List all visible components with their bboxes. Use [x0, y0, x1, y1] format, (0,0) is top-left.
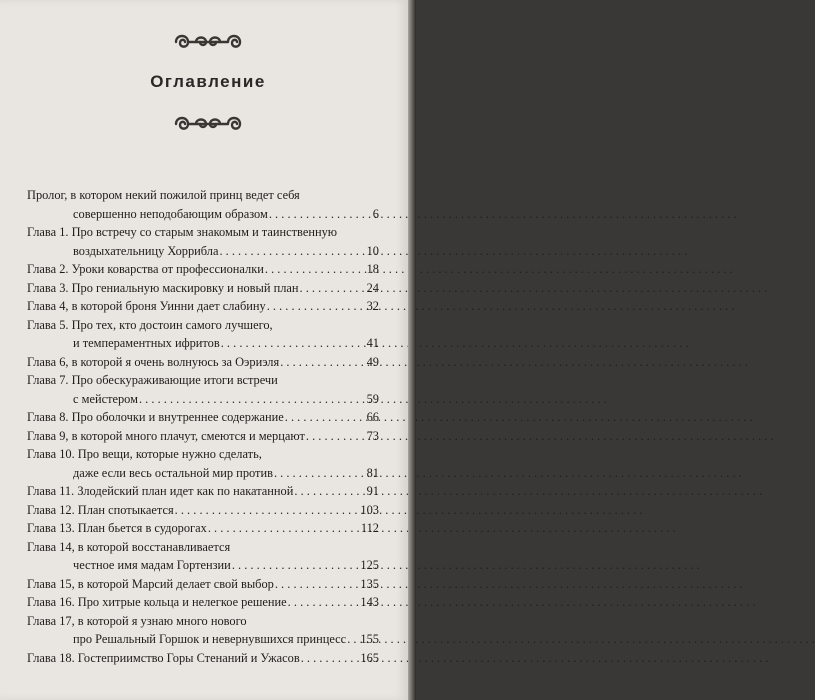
toc-leader-dots	[300, 279, 366, 298]
toc-entry[interactable]	[27, 260, 379, 279]
toc-entry-title: Глава 16. Про хитрые кольца и нелегкое решение	[27, 595, 287, 609]
toc-entry-title: Глава 6, в которой я очень волнуюсь за Оэриэля	[27, 354, 280, 369]
toc-entry-title: Глава 1. Про встречу со старым знакомым и таинственную	[27, 225, 338, 239]
toc-page-number: 32	[366, 299, 379, 313]
toc-leader-dots	[274, 464, 366, 483]
toc-page-number: 125	[360, 558, 379, 572]
toc-page-number: 143	[360, 595, 379, 609]
toc-page-number: 103	[360, 502, 379, 517]
toc-leader-dots	[221, 334, 366, 353]
toc-leader-dots	[275, 575, 360, 594]
toc-entry-title: Глава 10. Про вещи, которые нужно сделать,	[27, 447, 262, 461]
toc-page-number: 41	[366, 336, 379, 350]
toc-entry[interactable]	[27, 223, 379, 260]
toc-entry[interactable]	[27, 593, 379, 612]
toc-entry-title: Глава 4, в которой броня Уинни дает слабину	[27, 299, 266, 313]
toc-entry-title: воздыхательницу Хоррибла	[73, 243, 219, 258]
toc-page-number: 165	[360, 650, 379, 665]
toc-leader-dots	[301, 649, 360, 668]
ornament-swirl-top-icon	[170, 30, 246, 54]
toc-entry-title: Глава 14, в которой восстанавливается	[27, 539, 231, 554]
toc-entry[interactable]	[27, 538, 379, 575]
toc-entry[interactable]	[27, 186, 379, 223]
toc-leader-dots	[294, 482, 365, 501]
toc-page-number: 135	[360, 576, 379, 591]
toc-entry-title: с мейстером	[73, 391, 138, 406]
toc-heading: Оглавление	[150, 72, 266, 91]
toc-entry[interactable]	[27, 519, 379, 538]
toc-leader-dots	[306, 427, 366, 446]
table-of-contents	[27, 186, 379, 667]
toc-entry-title: Пролог, в котором некий пожилой принц ведет себя	[27, 188, 300, 202]
toc-entry[interactable]	[27, 408, 379, 427]
toc-entry-title: Глава 11. Злодейский план идет как по накатанной	[27, 484, 294, 498]
toc-page-number: 18	[366, 262, 379, 276]
toc-leader-dots	[139, 390, 366, 409]
toc-leader-dots	[285, 408, 366, 427]
toc-entry-title: Глава 5. Про тех, кто достоин самого лучшего,	[27, 317, 273, 332]
toc-entry[interactable]	[27, 612, 379, 649]
toc-entry-title: Глава 7. Про обескураживающие итоги встречи	[27, 373, 278, 387]
toc-page-number: 24	[366, 280, 379, 295]
toc-entry-title: Глава 3. Про гениальную маскировку и новый план	[27, 280, 299, 295]
toc-page-number: 66	[366, 410, 379, 424]
toc-page-number: 81	[366, 465, 379, 480]
toc-entry[interactable]	[27, 297, 379, 316]
toc-leader-dots	[219, 242, 365, 261]
toc-entry[interactable]	[27, 353, 379, 372]
toc-page-number: 59	[366, 391, 379, 406]
toc-leader-dots	[288, 593, 360, 612]
toc-entry-title: Глава 2. Уроки коварства от профессионалки	[27, 262, 264, 276]
toc-page-number: 10	[366, 243, 379, 258]
toc-entry-title: Глава 18. Гостеприимство Горы Стенаний и Ужасов	[27, 650, 300, 665]
toc-entry[interactable]	[27, 501, 379, 520]
toc-entry[interactable]	[27, 316, 379, 353]
toc-page-number: 112	[360, 521, 379, 535]
toc-leader-dots	[175, 501, 360, 520]
ornament-swirl-bottom-icon	[170, 112, 246, 136]
toc-page-number: 91	[366, 484, 379, 498]
toc-leader-dots	[232, 556, 360, 575]
toc-entry-title: Глава 12. План спотыкается	[27, 502, 174, 517]
toc-entry-title: Глава 8. Про оболочки и внутреннее содержание	[27, 410, 284, 424]
toc-page-number: 6	[372, 206, 379, 221]
toc-entry-title: Глава 13. План бьется в судорогах	[27, 521, 207, 535]
toc-page-number: 155	[360, 632, 379, 646]
toc-entry[interactable]	[27, 279, 379, 298]
toc-leader-dots	[280, 353, 365, 372]
toc-page-number: 49	[366, 354, 379, 369]
toc-leader-dots	[269, 205, 372, 224]
toc-entry-title: про Решальный Горшок и невернувшихся принцесс	[73, 632, 347, 646]
toc-entry[interactable]	[27, 371, 379, 408]
toc-leader-dots	[347, 630, 359, 649]
toc-leader-dots	[265, 260, 366, 279]
toc-entry-title: Глава 17, в которой я узнаю много нового	[27, 613, 247, 628]
toc-leader-dots	[267, 297, 366, 316]
page-edge-shadow	[408, 0, 416, 700]
toc-entry[interactable]	[27, 445, 379, 482]
toc-entry[interactable]	[27, 482, 379, 501]
toc-entry[interactable]	[27, 427, 379, 446]
toc-entry-title: Глава 15, в которой Марсий делает свой выбор	[27, 576, 274, 591]
toc-entry[interactable]	[27, 575, 379, 594]
toc-entry[interactable]	[27, 649, 379, 668]
toc-entry-title: честное имя мадам Гортензии	[73, 558, 231, 572]
toc-entry-title: Глава 9, в которой много плачут, смеются и мерцают	[27, 428, 305, 443]
toc-entry-title: совершенно неподобающим образом	[73, 206, 268, 221]
toc-leader-dots	[208, 519, 360, 538]
toc-entry-title: даже если весь остальной мир против	[73, 465, 273, 480]
toc-entry-title: и темпераментных ифритов	[73, 336, 220, 350]
toc-page-number: 73	[366, 428, 379, 443]
